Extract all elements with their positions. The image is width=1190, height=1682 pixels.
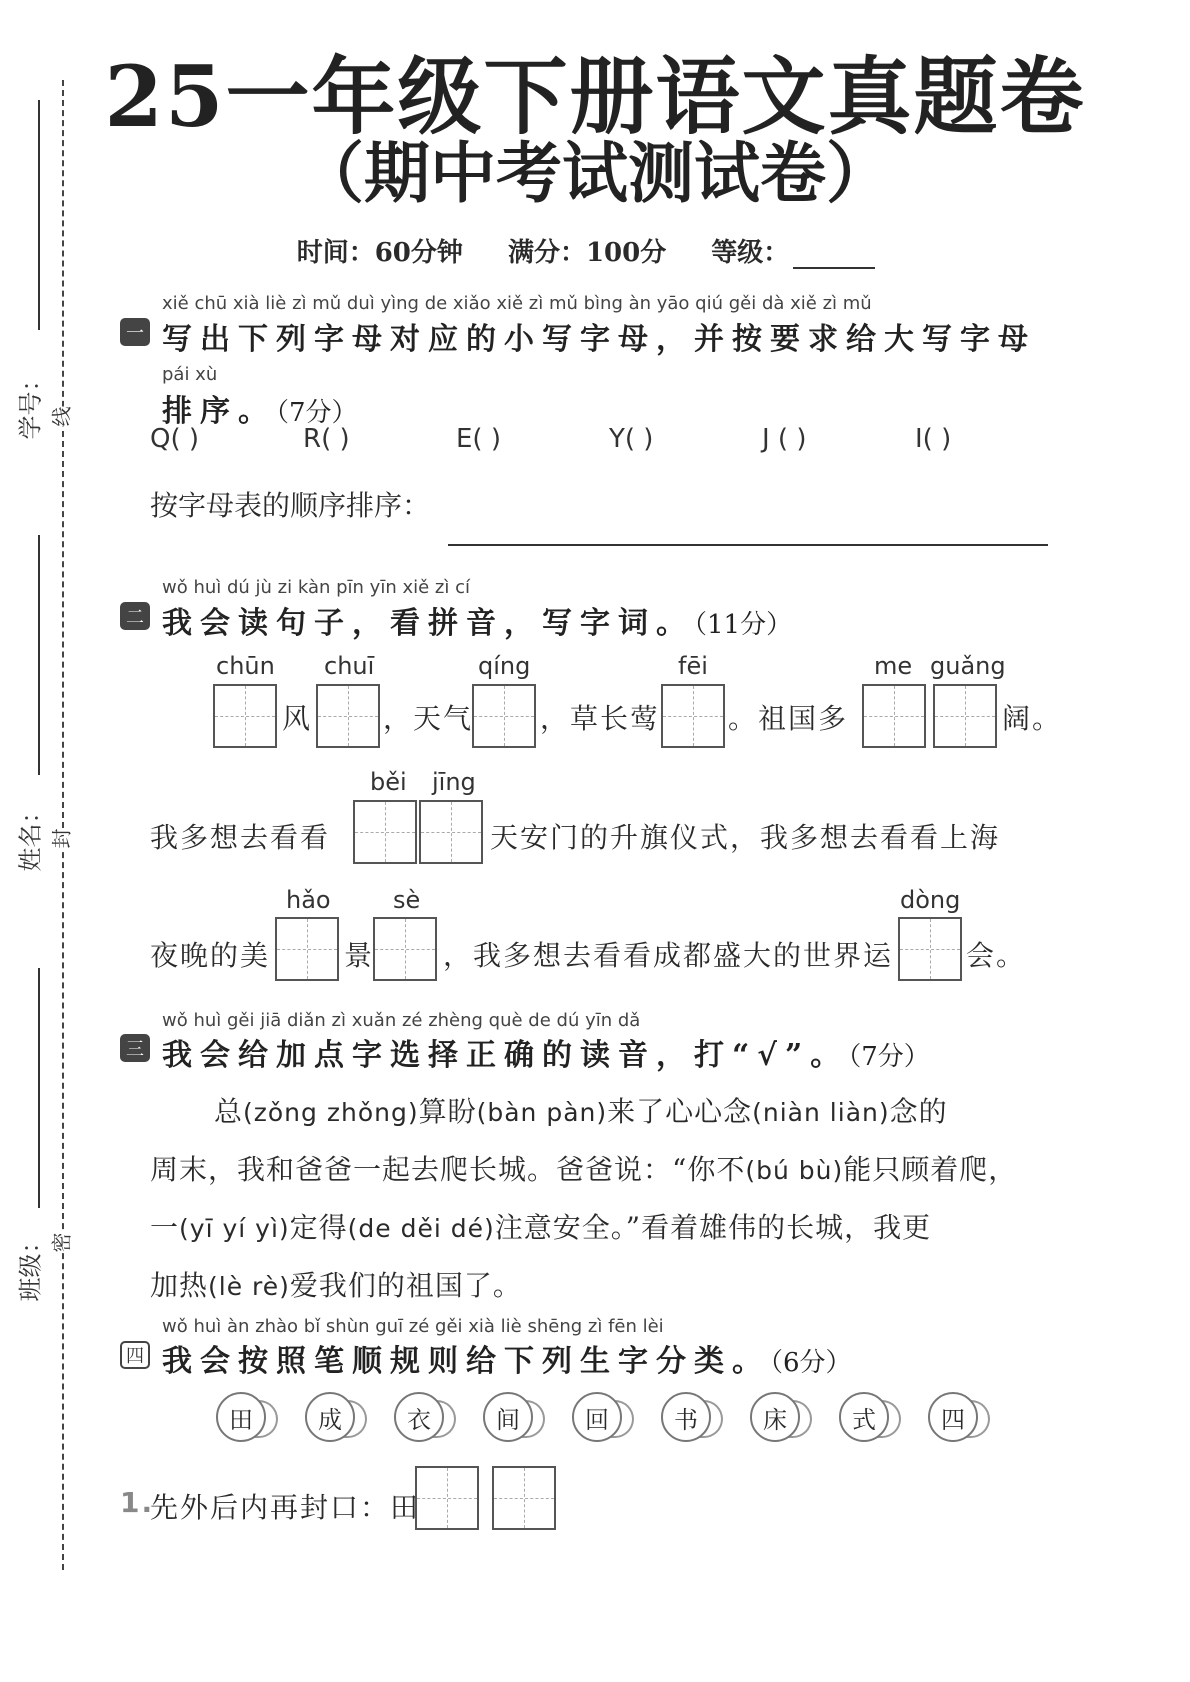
line-mark: 线: [46, 407, 75, 427]
q4-number-icon: 四: [120, 1341, 150, 1369]
snail-char-shu[interactable]: 书: [661, 1390, 721, 1442]
q3-line1: 总(zǒng zhǒng)算盼(bàn pàn)来了心心念(niàn liàn)念的: [214, 1095, 948, 1128]
q1-heading2: 排序。（7分）: [162, 394, 358, 429]
q1-number-icon: 一: [120, 318, 150, 346]
full-score-info: 满分：100分: [507, 238, 667, 268]
class-label: 班级：: [16, 1229, 45, 1302]
q4-pinyin: wǒ huì àn zhào bǐ shùn guī zé gěi xià liè shēng zì fēn lèi: [162, 1316, 664, 1337]
snail-char-yi[interactable]: 衣: [394, 1390, 454, 1442]
text-feng: 风: [282, 702, 313, 735]
choice-bu[interactable]: (bú bù): [745, 1156, 844, 1185]
snail-char-cheng[interactable]: 成: [305, 1390, 365, 1442]
snail-char-tian[interactable]: 田: [216, 1390, 276, 1442]
char-box-fei[interactable]: [661, 684, 725, 748]
letter-y-blank[interactable]: Y( ): [609, 424, 654, 454]
item1-label: 先外后内再封口：田: [150, 1491, 421, 1524]
q3-pinyin: wǒ huì gěi jiā diǎn zì xuǎn zé zhèng què de dú yīn dǎ: [162, 1010, 641, 1031]
choice-yi[interactable]: (yī yí yì): [179, 1214, 290, 1243]
grade-label: 等级：: [711, 238, 893, 268]
pinyin-qing: qíng: [478, 652, 531, 680]
snail-char-si[interactable]: 四: [928, 1390, 988, 1442]
letter-r-blank[interactable]: R( ): [303, 424, 350, 454]
q2-number-icon: 二: [120, 602, 150, 630]
text-tiananmen: 天安门的升旗仪式，我多想去看看上海: [490, 821, 1001, 854]
choice-zong[interactable]: (zǒng zhǒng): [243, 1098, 419, 1127]
exam-meta: [0, 232, 1190, 269]
item1-number: 1.: [120, 1486, 155, 1519]
q3-line2: 周末，我和爸爸一起去爬长城。爸爸说：“你不(bú bù)能只顾着爬，: [150, 1153, 1018, 1186]
time-info: 时间：60分钟: [296, 238, 463, 268]
pinyin-chui: chuī: [324, 652, 375, 680]
text-jing: 景: [344, 939, 375, 972]
snail-char-shi[interactable]: 式: [839, 1390, 899, 1442]
choice-nian[interactable]: (niàn liàn): [752, 1098, 890, 1127]
char-box-jing[interactable]: [419, 800, 483, 864]
q1-pinyin2: pái xù: [162, 364, 218, 385]
pinyin-chun: chūn: [216, 652, 275, 680]
pinyin-bei: běi: [370, 768, 407, 796]
choice-pan[interactable]: (bàn pàn): [476, 1098, 608, 1127]
seal-mark: 封: [46, 829, 75, 849]
snail-char-hui[interactable]: 回: [572, 1390, 632, 1442]
q3-line3: 一(yī yí yì)定得(de děi dé)注意安全。”看着雄伟的长城，我更: [150, 1211, 932, 1244]
q3-number-icon: 三: [120, 1034, 150, 1062]
q2-heading: 我会读句子，看拼音，写字词。（11分）: [162, 606, 793, 641]
text-tianqi: ，天气: [383, 702, 474, 735]
letter-e-blank[interactable]: E( ): [456, 424, 501, 454]
q4-heading: 我会按照笔顺规则给下列生字分类。（6分）: [162, 1344, 852, 1379]
pinyin-se: sè: [393, 886, 421, 914]
char-box-dong[interactable]: [898, 917, 962, 981]
char-box-chui[interactable]: [316, 684, 380, 748]
answer-box-2[interactable]: [492, 1466, 556, 1530]
text-zuguoduo: 。祖国多: [728, 702, 849, 735]
q1-pinyin: xiě chū xià liè zì mǔ duì yìng de xiǎo xiě zì mǔ bìng àn yāo qiú gěi dà xiě zì mǔ: [162, 293, 872, 314]
secret-mark: 密: [46, 1233, 75, 1253]
q3-line4: 加热(lè rè)爱我们的祖国了。: [150, 1269, 522, 1302]
class-line: [38, 968, 40, 1208]
char-box-se[interactable]: [373, 917, 437, 981]
char-box-bei[interactable]: [353, 800, 417, 864]
choice-re[interactable]: (lè rè): [208, 1272, 290, 1301]
snail-char-chuang[interactable]: 床: [750, 1390, 810, 1442]
pinyin-guang: guǎng: [930, 652, 1006, 680]
dotted-char-zong: 总: [214, 1095, 244, 1128]
char-box-hao[interactable]: [275, 917, 339, 981]
letter-row: [150, 424, 1068, 454]
char-box-qing[interactable]: [472, 684, 536, 748]
q2-pinyin: wǒ huì dú jù zi kàn pīn yīn xiě zì cí: [162, 577, 470, 598]
letter-j-blank[interactable]: J ( ): [762, 424, 807, 454]
student-id-label: 学号：: [16, 367, 45, 440]
pinyin-dong: dòng: [900, 886, 961, 914]
char-box-guang[interactable]: [933, 684, 997, 748]
q1-heading: 写出下列字母对应的小写字母，并按要求给大写字母: [162, 322, 1036, 357]
text-caozhangying: ，草长莺: [540, 702, 661, 735]
snail-char-jian[interactable]: 间: [483, 1390, 543, 1442]
choice-de[interactable]: (de děi dé): [347, 1214, 495, 1243]
grade-blank[interactable]: [793, 243, 875, 269]
order-answer-line[interactable]: [448, 544, 1048, 546]
answer-box-1[interactable]: [415, 1466, 479, 1530]
page-subtitle: （期中考试测试卷）: [298, 134, 892, 212]
char-box-chun[interactable]: [213, 684, 277, 748]
char-box-me[interactable]: [862, 684, 926, 748]
text-kuo: 阔。: [1002, 702, 1063, 735]
text-woduoxiang: 我多想去看看: [150, 821, 331, 854]
q3-heading: 我会给加点字选择正确的读音，打“√”。（7分）: [162, 1038, 930, 1073]
page-title: 25一年级下册语文真题卷: [104, 47, 1086, 146]
letter-q-blank[interactable]: Q( ): [150, 424, 200, 454]
text-chengdu: ，我多想去看看成都盛大的世界运: [443, 939, 894, 972]
binding-dashed-line: [62, 80, 64, 1570]
student-name-label: 姓名：: [16, 799, 45, 872]
pinyin-me: me: [874, 652, 913, 680]
pinyin-hao: hǎo: [286, 886, 331, 914]
pinyin-fei: fēi: [678, 652, 708, 680]
order-label: 按字母表的顺序排序：: [150, 489, 431, 522]
letter-i-blank[interactable]: I( ): [915, 424, 952, 454]
text-yewan: 夜晚的美: [150, 939, 271, 972]
pinyin-jing: jīng: [432, 768, 476, 796]
text-hui: 会。: [966, 939, 1027, 972]
student-name-line: [38, 535, 40, 775]
